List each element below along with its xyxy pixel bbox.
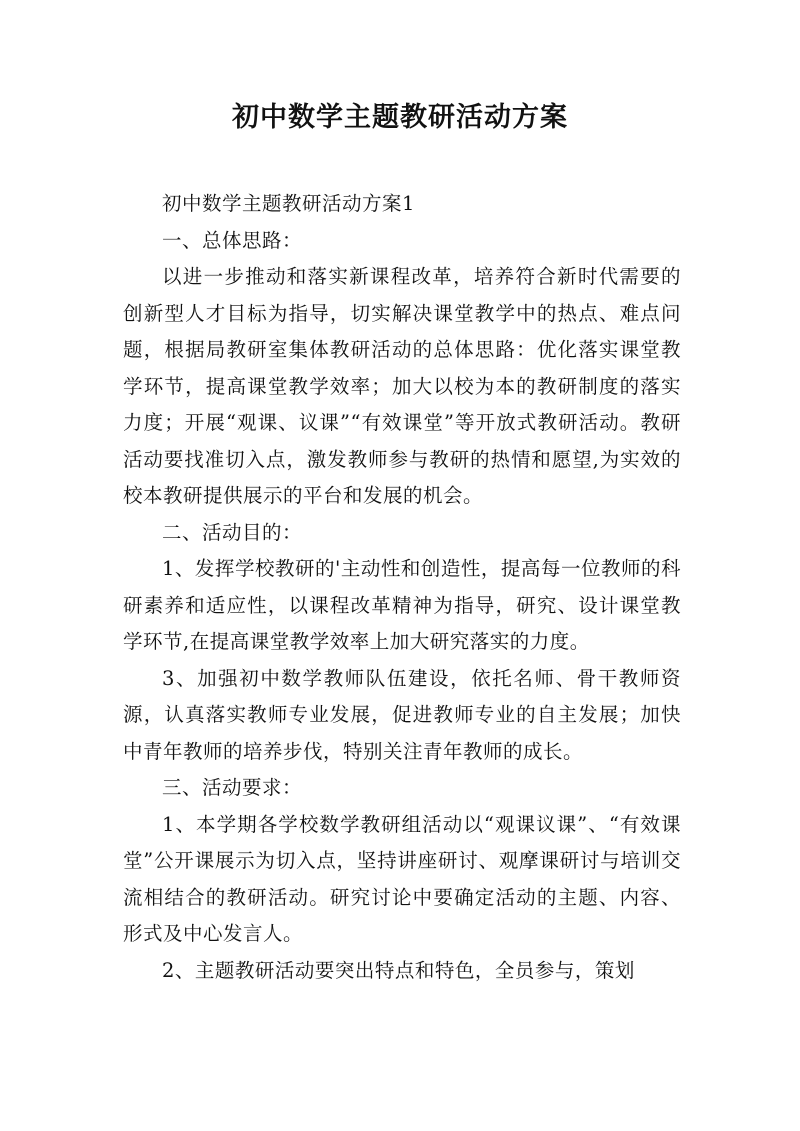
section-heading-activity-requirements: 三、活动要求： [162, 776, 303, 799]
paragraph-requirement-1: 1、本学期各学校数学教研组活动以“观课议课”、“有效课堂”公开课展示为切入点，坚持讲座研讨、观摩课研讨与培训交流相结合的教研活动。研究讨论中要确定活动的主题、内容、形式及中心发言人。 [123, 812, 681, 945]
paragraph-goal-3: 3、加强初中数学教师队伍建设，依托名师、骨干教师资源，认真落实教师专业发展，促进教师专业的自主发展；加快中青年教师的培养步伐，特别关注青年教师的成长。 [123, 666, 681, 763]
paragraph-overall-approach: 以进一步推动和落实新课程改革，培养符合新时代需要的创新型人才目标为指导，切实解决课堂教学中的热点、难点问题，根据局教研室集体教研活动的总体思路：优化落实课堂教学环节，提高课堂教学效率；加大以校为本的教研制度的落实力度；开展“观课、议课”“有效课堂”等开放式教研活动。教研活动要找准切入点，激发教师参与教研的热情和愿望,为实效的校本教研提供展示的平台和发展的机会。 [123, 265, 681, 507]
paragraph-goal-1: 1、发挥学校教研的'主动性和创造性，提高每一位教师的科研素养和适应性，以课程改革精神为指导，研究、设计课堂教学环节,在提高课堂教学效率上加大研究落实的力度。 [123, 557, 681, 653]
paragraph-requirement-2: 2、主题教研活动要突出特点和特色，全员参与，策划 [162, 958, 635, 982]
section-heading-activity-goals: 二、活动目的： [162, 520, 303, 544]
document-body [123, 186, 681, 989]
plan-subtitle: 初中数学主题教研活动方案1 [162, 192, 415, 215]
document-title: 初中数学主题教研活动方案 [232, 102, 568, 133]
section-heading-overall-approach: 一、总体思路： [162, 228, 303, 252]
